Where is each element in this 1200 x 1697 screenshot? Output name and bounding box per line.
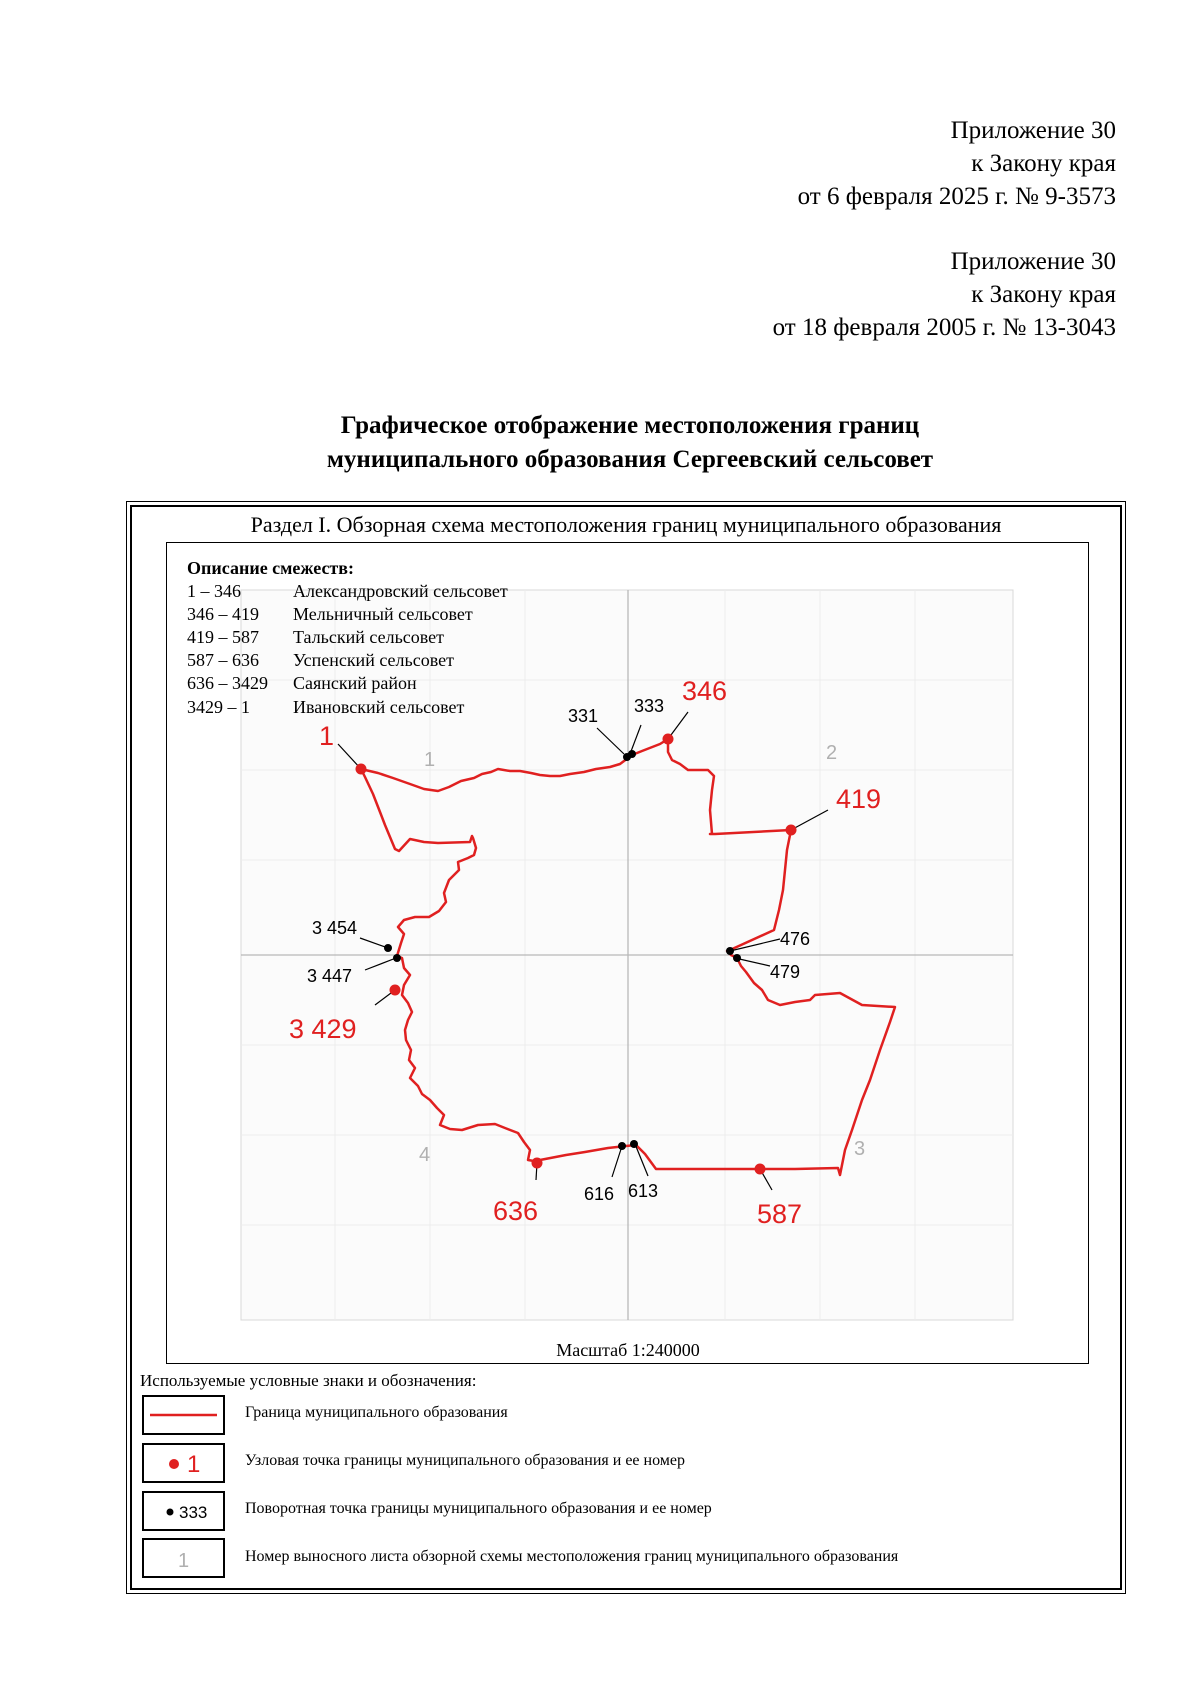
- boundary-line-icon: [144, 1397, 223, 1433]
- legend-symbol-node-point: [142, 1443, 225, 1483]
- turn-point-613-label: 613: [628, 1181, 659, 1201]
- sheet-number-2: 2: [826, 742, 838, 764]
- node-point-636-marker: [532, 1158, 543, 1169]
- turn-point-616-label: 616: [584, 1184, 615, 1204]
- legend-text-sheet-number: Номер выносного листа обзорной схемы местоположения границ муниципального образования: [245, 1548, 899, 1565]
- appendix-new-line-3: от 6 февраля 2025 г. № 9-3573: [797, 183, 1116, 210]
- node-point-587-label: 587: [757, 1199, 803, 1229]
- turn-point-3447-label: 3 447: [307, 966, 353, 986]
- node-point-3429-label: 3 429: [289, 1014, 357, 1044]
- turn-point-613-marker: [630, 1140, 638, 1148]
- turn-point-476-label: 476: [780, 929, 811, 949]
- turn-point-616-marker: [618, 1142, 626, 1150]
- turn-point-331-label: 331: [568, 706, 599, 726]
- legend-text-turn-point: Поворотная точка границы муниципального образования и ее номер: [245, 1500, 712, 1517]
- turn-point-3447-marker: [393, 954, 401, 962]
- sheet-number-4: 4: [419, 1144, 431, 1166]
- node-point-587-marker: [755, 1164, 766, 1175]
- sheet-number-icon: [144, 1540, 223, 1576]
- turn-point-333-label: 333: [634, 696, 665, 716]
- adjacency-range-3: 419 – 587: [187, 627, 259, 647]
- document-title-line-1: Графическое отображение местоположения границ: [340, 412, 920, 439]
- adjacency-range-2: 346 – 419: [187, 604, 259, 624]
- document-title-line-2: муниципального образования Сергеевский сельсовет: [326, 446, 934, 473]
- legend-text-node-point: Узловая точка границы муниципального образования и ее номер: [245, 1452, 686, 1469]
- appendix-new-line-1: Приложение 30: [950, 117, 1116, 144]
- node-point-1-marker: [356, 764, 367, 775]
- appendix-old-line-1: Приложение 30: [950, 248, 1116, 275]
- node-point-1-label: 1: [319, 721, 335, 751]
- appendix-new-line-2: к Закону края: [971, 150, 1116, 177]
- adjacency-range-1: 1 – 346: [187, 581, 241, 601]
- node-point-icon: [144, 1445, 223, 1481]
- node-point-636-label: 636: [493, 1196, 539, 1226]
- adjacency-heading: Описание смежеств:: [187, 558, 354, 578]
- turn-point-479-label: 479: [770, 962, 801, 982]
- adjacency-range-6: 3429 – 1: [187, 697, 250, 717]
- map-scale: Масштаб 1:240000: [556, 1340, 700, 1360]
- appendix-old-line-2: к Закону края: [971, 281, 1116, 308]
- adjacency-name-5: Саянский район: [293, 673, 417, 693]
- node-point-3429-marker: [390, 985, 401, 996]
- node-point-419-label: 419: [836, 784, 882, 814]
- adjacency-range-4: 587 – 636: [187, 650, 259, 670]
- adjacency-name-4: Успенский сельсовет: [293, 650, 454, 670]
- legend-sheet-sample: 1: [178, 1550, 190, 1572]
- legend-symbol-sheet-number: [142, 1538, 225, 1578]
- turn-point-3454-marker: [384, 944, 392, 952]
- node-point-419-marker: [786, 825, 797, 836]
- legend-turn-sample: 333: [179, 1503, 208, 1522]
- turn-point-icon: [144, 1493, 223, 1529]
- adjacency-name-1: Александровский сельсовет: [293, 581, 508, 601]
- turn-point-333-marker: [628, 750, 636, 758]
- adjacency-name-3: Тальский сельсовет: [293, 627, 445, 647]
- legend-caption: Используемые условные знаки и обозначения:: [140, 1371, 477, 1390]
- legend-text-boundary: Граница муниципального образования: [245, 1404, 508, 1421]
- appendix-old-line-3: от 18 февраля 2005 г. № 13-3043: [772, 314, 1116, 341]
- sheet-number-1: 1: [424, 749, 436, 771]
- section-title: Раздел I. Обзорная схема местоположения границ муниципального образования: [250, 512, 1002, 537]
- legend-symbol-turn-point: [142, 1491, 225, 1531]
- legend-node-sample: 1: [187, 1451, 201, 1478]
- turn-point-3454-label: 3 454: [312, 918, 358, 938]
- node-point-346-label: 346: [682, 676, 728, 706]
- sheet-number-3: 3: [854, 1138, 866, 1160]
- adjacency-name-6: Ивановский сельсовет: [293, 697, 465, 717]
- turn-point-479-marker: [733, 954, 741, 962]
- legend-symbol-boundary: [142, 1395, 225, 1435]
- adjacency-range-5: 636 – 3429: [187, 673, 268, 693]
- turn-point-476-marker: [726, 947, 734, 955]
- node-point-346-marker: [663, 734, 674, 745]
- adjacency-name-2: Мельничный сельсовет: [293, 604, 473, 624]
